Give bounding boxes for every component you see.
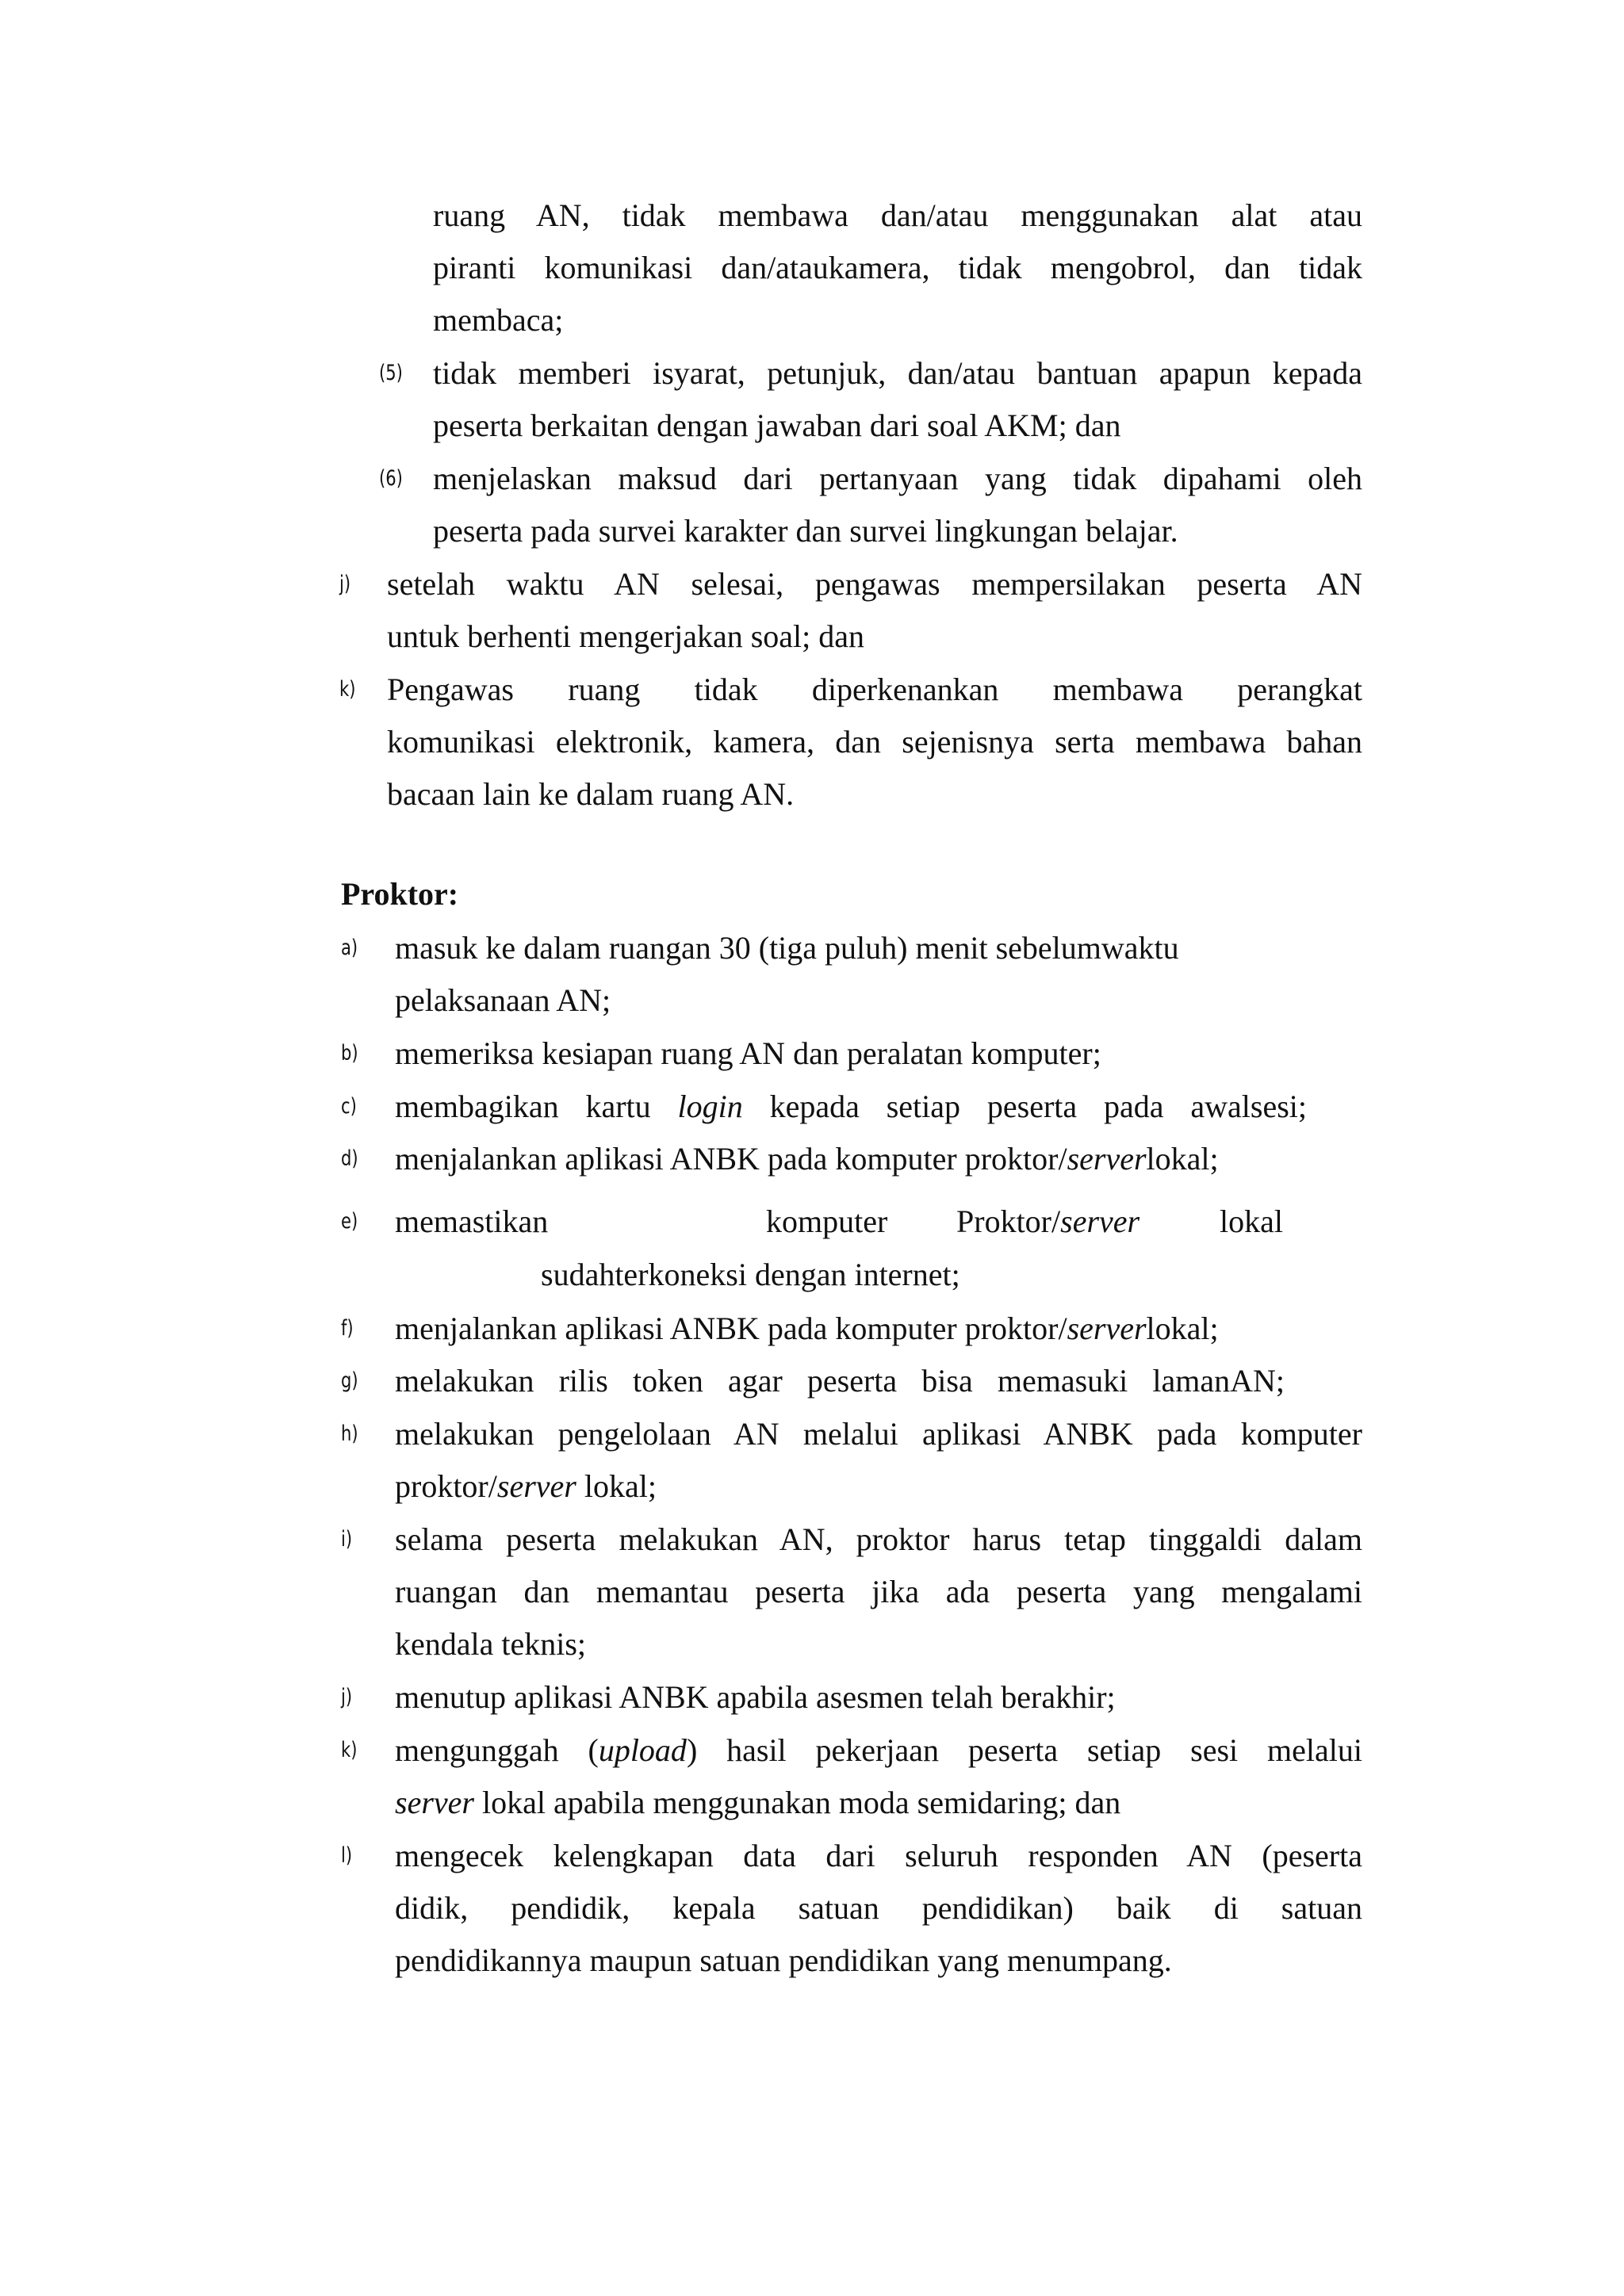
list-marker: c)	[341, 1094, 357, 1119]
list-marker: k)	[339, 677, 356, 702]
list-marker: g)	[341, 1368, 358, 1393]
list-item-line: setelah waktu AN selesai, pengawas mempersilakan peserta AN	[387, 566, 1362, 602]
list-item-line: selama peserta melakukan AN, proktor harus tetap tinggaldi dalam	[395, 1521, 1362, 1557]
word: tidak	[694, 672, 758, 707]
list-item-line: memeriksa kesiapan ruang AN dan peralatan komputer;	[395, 1035, 1101, 1071]
list-marker: i)	[341, 1527, 353, 1552]
list-item-line: tidak memberi isyarat, petunjuk, dan/atau bantuan apapun kepada	[433, 355, 1362, 391]
list-item-line: menjalankan aplikasi ANBK pada komputer proktor/serverlokal;	[395, 1141, 1219, 1177]
list-item-line: pelaksanaan AN;	[395, 982, 611, 1018]
list-marker: e)	[341, 1209, 358, 1234]
paragraph-line: ruang AN, tidak membawa dan/atau menggunakan alat atau	[433, 197, 1362, 233]
list-item-line: proktor/server lokal;	[395, 1468, 657, 1504]
list-marker: f)	[341, 1316, 354, 1341]
paragraph-line: piranti komunikasi dan/ataukamera, tidak mengobrol, dan tidak	[433, 250, 1362, 285]
word: ruang	[568, 672, 641, 707]
list-item-line: komunikasi elektronik, kamera, dan sejenisnya serta membawa bahan	[387, 724, 1362, 760]
list-marker: a)	[341, 936, 358, 960]
list-item-line: server lokal apabila menggunakan moda semidaring; dan	[395, 1785, 1121, 1820]
list-item-line: peserta berkaitan dengan jawaban dari soal AKM; dan	[433, 408, 1121, 443]
word: membawa	[1052, 672, 1183, 707]
list-item-line: didik, pendidik, kepala satuan pendidikan) baik di satuan	[395, 1890, 1362, 1926]
list-marker: j)	[341, 1685, 353, 1709]
word: lokal	[1220, 1203, 1283, 1239]
list-item-line: mengunggah (upload) hasil pekerjaan peserta setiap sesi melalui	[395, 1732, 1362, 1768]
list-item-line: menjalankan aplikasi ANBK pada komputer proktor/serverlokal;	[395, 1311, 1219, 1346]
list-item-line: sudahterkoneksi dengan internet;	[541, 1257, 960, 1292]
list-marker: b)	[341, 1041, 358, 1066]
list-item-line: untuk berhenti mengerjakan soal; dan	[387, 618, 865, 654]
list-item-line: ruangan dan memantau peserta jika ada peserta yang mengalami	[395, 1574, 1362, 1609]
list-item-line: menjelaskan maksud dari pertanyaan yang tidak dipahami oleh	[433, 461, 1362, 496]
list-item-line: peserta pada survei karakter dan survei lingkungan belajar.	[433, 513, 1178, 549]
list-marker: h)	[341, 1422, 358, 1446]
word: Proktor/server	[956, 1203, 1140, 1239]
list-item-line: menutup aplikasi ANBK apabila asesmen telah berakhir;	[395, 1679, 1116, 1715]
list-item-line: melakukan pengelolaan AN melalui aplikasi ANBK pada komputer	[395, 1416, 1362, 1452]
list-item-line: membagikan kartu login kepada setiap peserta pada awalsesi;	[395, 1089, 1307, 1124]
word: memastikan	[395, 1203, 549, 1239]
word: perangkat	[1237, 672, 1362, 707]
list-item-line: masuk ke dalam ruangan 30 (tiga puluh) menit sebelumwaktu	[395, 930, 1179, 966]
list-item-line: mengecek kelengkapan data dari seluruh responden AN (peserta	[395, 1838, 1362, 1873]
list-marker: k)	[341, 1738, 358, 1762]
list-item-line: bacaan lain ke dalam ruang AN.	[387, 776, 795, 812]
list-marker: j)	[339, 572, 351, 596]
list-item-line: melakukan rilis token agar peserta bisa memasuki lamanAN;	[395, 1363, 1285, 1399]
paragraph-line: membaca;	[433, 302, 564, 338]
section-heading: Proktor:	[341, 876, 459, 912]
list-marker: (5)	[379, 361, 403, 385]
list-marker: d)	[341, 1146, 358, 1171]
list-marker: l)	[341, 1843, 353, 1868]
list-item-line	[387, 674, 1362, 706]
list-item-line: kendala teknis;	[395, 1626, 587, 1662]
word: diperkenankan	[811, 672, 999, 707]
word: Pengawas	[387, 672, 514, 707]
list-marker: (6)	[379, 466, 403, 491]
list-item-line: pendidikannya maupun satuan pendidikan yang menumpang.	[395, 1942, 1172, 1978]
word: komputer	[766, 1203, 888, 1239]
